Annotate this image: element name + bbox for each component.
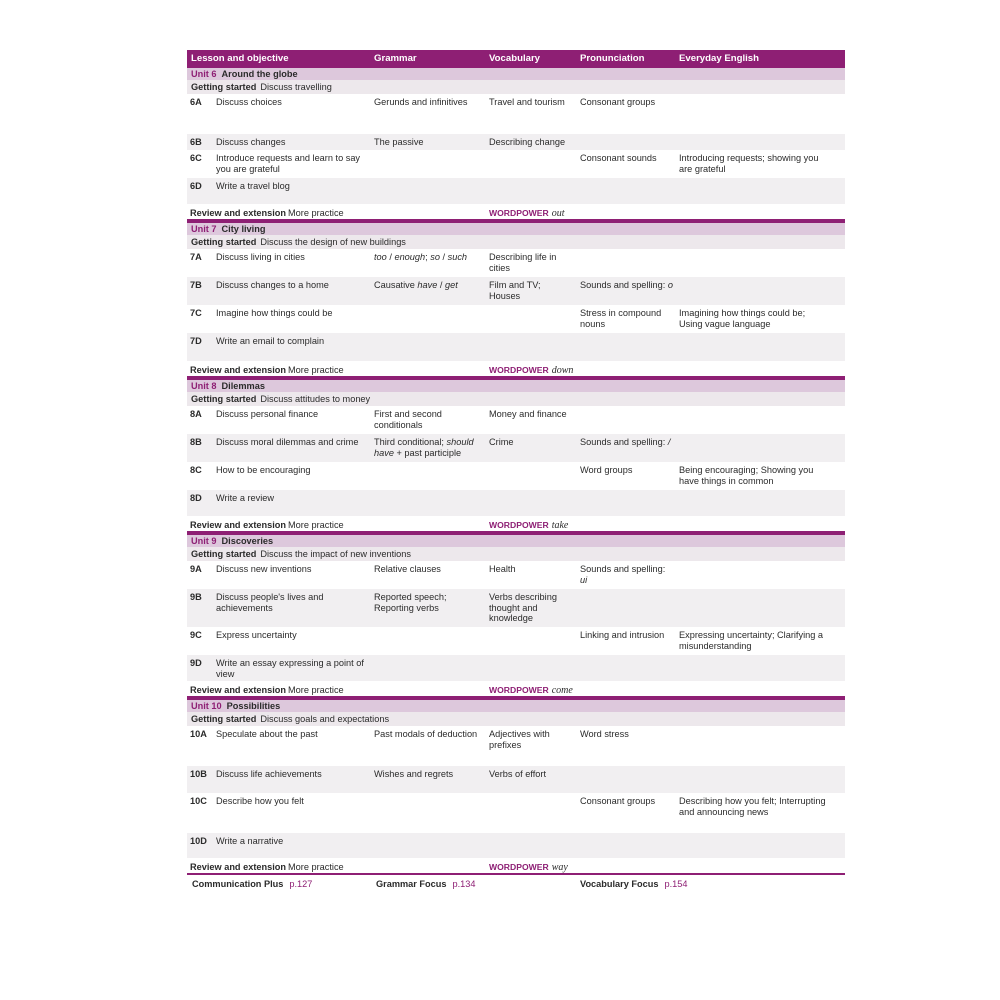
lesson-pronunciation: Word groups: [580, 465, 633, 475]
lesson-code: 6B: [190, 137, 202, 147]
unit-heading: [191, 69, 298, 80]
review-row: [187, 361, 845, 378]
lesson-vocabulary: Adjectives with prefixes: [489, 729, 550, 750]
review-row: [187, 516, 845, 533]
lesson-everyday-english: Describing how you felt; Interrupting and announcing news: [679, 796, 826, 817]
lesson-grammar: Causative have / get: [374, 280, 458, 290]
lesson-grammar: Past modals of deduction: [374, 729, 478, 739]
lesson-pronunciation: Sounds and spelling: /: [580, 437, 671, 447]
wordpower-label: WORDPOWER: [489, 685, 549, 695]
header-lesson: Lesson and objective: [191, 53, 289, 64]
lesson-objective: Discuss moral dilemmas and crime: [216, 437, 359, 447]
review-more-practice: More practice: [288, 520, 344, 530]
lesson-vocabulary: Verbs of effort: [489, 769, 547, 779]
grammar-focus-label: Grammar Focus: [376, 879, 447, 889]
unit-number: Unit 9: [191, 536, 217, 546]
unit-header: [187, 698, 845, 712]
lesson-objective: Discuss choices: [216, 97, 282, 107]
wordpower: [489, 685, 573, 697]
lesson-grammar: Relative clauses: [374, 564, 441, 574]
getting-started-objective: Discuss attitudes to money: [260, 394, 371, 404]
communication-plus-label: Communication Plus: [192, 879, 284, 889]
getting-started-row: [187, 80, 845, 94]
lesson-everyday-english: Expressing uncertainty; Clarifying a misunderstanding: [679, 630, 824, 651]
lesson-everyday-english: Introducing requests; showing you are grateful: [679, 153, 819, 174]
getting-started-label: Getting started: [191, 394, 257, 404]
getting-started-objective: Discuss travelling: [260, 82, 332, 92]
lesson-objective: How to be encouraging: [216, 465, 311, 475]
lesson-row: [187, 490, 845, 516]
lesson-code: 10B: [190, 769, 207, 779]
unit-title: Possibilities: [226, 701, 281, 711]
unit-heading: [191, 224, 265, 235]
getting-started-label: Getting started: [191, 82, 257, 92]
wordpower-word: out: [551, 208, 565, 219]
lesson-vocabulary: Verbs describing thought and knowledge: [489, 592, 557, 624]
wordpower-word: come: [551, 685, 573, 696]
unit-header: [187, 533, 845, 547]
getting-started-text: [191, 82, 332, 93]
getting-started-row: [187, 712, 845, 726]
lesson-vocabulary: Describing life in cities: [489, 252, 557, 273]
lesson-grammar: Third conditional; should have + past participle: [374, 437, 474, 458]
wordpower-word: way: [551, 862, 568, 873]
lesson-vocabulary: Describing change: [489, 137, 566, 147]
lesson-code: 8C: [190, 465, 202, 475]
lesson-code: 7D: [190, 336, 202, 346]
getting-started-label: Getting started: [191, 549, 257, 559]
review-row: [187, 858, 845, 875]
review-row: [187, 204, 845, 221]
lesson-row: [187, 655, 845, 681]
lesson-vocabulary: Health: [489, 564, 516, 574]
unit-heading: [191, 381, 265, 392]
lesson-row: [187, 333, 845, 361]
lesson-objective: Discuss life achievements: [216, 769, 322, 779]
review-label: Review and extension: [190, 685, 286, 695]
getting-started-objective: Discuss the design of new buildings: [260, 237, 406, 247]
lesson-grammar: too / enough; so / such: [374, 252, 468, 262]
review-label: Review and extension: [190, 208, 286, 218]
wordpower-word: down: [551, 365, 574, 376]
lesson-code: 7A: [190, 252, 202, 262]
lesson-code: 6D: [190, 181, 202, 191]
lesson-everyday-english: Imagining how things could be; Using vague language: [679, 308, 806, 329]
lesson-objective: Discuss living in cities: [216, 252, 305, 262]
getting-started-row: [187, 392, 845, 406]
lesson-row: [187, 434, 845, 462]
lesson-objective: Write a narrative: [216, 836, 284, 846]
lesson-row: [187, 277, 845, 305]
lesson-code: 10A: [190, 729, 207, 739]
lesson-row: [187, 766, 845, 793]
grammar-focus-page: p.134: [452, 879, 476, 889]
lesson-row: [187, 462, 845, 490]
lesson-code: 7B: [190, 280, 202, 290]
wordpower-label: WORDPOWER: [489, 520, 549, 530]
getting-started-objective: Discuss goals and expectations: [260, 714, 390, 724]
lesson-row: [187, 561, 845, 589]
unit-number: Unit 7: [191, 224, 217, 234]
review-label: Review and extension: [190, 520, 286, 530]
communication-plus-link[interactable]: [192, 879, 312, 890]
getting-started-text: [191, 714, 389, 725]
lesson-row: [187, 793, 845, 833]
unit-header: [187, 378, 845, 392]
lesson-row: [187, 833, 845, 858]
unit-number: Unit 10: [191, 701, 222, 711]
lesson-code: 8D: [190, 493, 202, 503]
lesson-objective: Discuss changes to a home: [216, 280, 329, 290]
lesson-objective: Speculate about the past: [216, 729, 318, 739]
lesson-code: 9D: [190, 658, 202, 668]
header-grammar: Grammar: [374, 53, 417, 64]
wordpower-label: WORDPOWER: [489, 208, 549, 218]
lesson-code: 8B: [190, 437, 202, 447]
lesson-code: 9B: [190, 592, 202, 602]
review-label: Review and extension: [190, 365, 286, 375]
wordpower-word: take: [551, 520, 569, 531]
header-vocabulary: Vocabulary: [489, 53, 541, 64]
lesson-objective: Write an essay expressing a point of view: [216, 658, 364, 679]
lesson-row: [187, 305, 845, 333]
lesson-objective: Describe how you felt: [216, 796, 304, 806]
lesson-row: [187, 726, 845, 766]
lesson-vocabulary: Crime: [489, 437, 514, 447]
lesson-pronunciation: Consonant sounds: [580, 153, 657, 163]
wordpower: [489, 520, 573, 532]
getting-started-label: Getting started: [191, 714, 257, 724]
lesson-pronunciation: Consonant groups: [580, 796, 656, 806]
getting-started-objective: Discuss the impact of new inventions: [260, 549, 411, 559]
lesson-row: [187, 94, 845, 134]
lesson-objective: Introduce requests and learn to say you are grateful: [216, 153, 361, 174]
getting-started-row: [187, 547, 845, 561]
lesson-objective: Discuss personal finance: [216, 409, 319, 419]
units-container: [187, 66, 845, 875]
unit-header: [187, 221, 845, 235]
table-header: [187, 50, 845, 66]
lesson-grammar: The passive: [374, 137, 424, 147]
getting-started-row: [187, 235, 845, 249]
lesson-objective: Write a travel blog: [216, 181, 290, 191]
review-more-practice: More practice: [288, 685, 344, 695]
unit-header: [187, 66, 845, 80]
lesson-pronunciation: Consonant groups: [580, 97, 656, 107]
footer-links: [187, 875, 845, 893]
getting-started-text: [191, 394, 370, 405]
getting-started-text: [191, 237, 406, 248]
lesson-grammar: Reported speech; Reporting verbs: [374, 592, 447, 613]
lesson-objective: Imagine how things could be: [216, 308, 333, 318]
review-more-practice: More practice: [288, 365, 344, 375]
vocabulary-focus-page: p.154: [664, 879, 688, 889]
review-more-practice: More practice: [288, 208, 344, 218]
lesson-row: [187, 406, 845, 434]
unit-title: Discoveries: [221, 536, 274, 546]
getting-started-label: Getting started: [191, 237, 257, 247]
lesson-row: [187, 178, 845, 204]
review-more-practice: More practice: [288, 862, 344, 872]
lesson-code: 6C: [190, 153, 202, 163]
lesson-row: [187, 627, 845, 655]
lesson-code: 9C: [190, 630, 202, 640]
lesson-row: [187, 150, 845, 178]
lesson-grammar: Wishes and regrets: [374, 769, 454, 779]
unit-number: Unit 6: [191, 69, 217, 79]
unit-title: City living: [221, 224, 266, 234]
header-pronunciation: Pronunciation: [580, 53, 645, 64]
lesson-pronunciation: Stress in compound nouns: [580, 308, 662, 329]
grammar-focus-link[interactable]: [376, 879, 475, 890]
getting-started-text: [191, 549, 411, 560]
vocabulary-focus-label: Vocabulary Focus: [580, 879, 659, 889]
lesson-code: 9A: [190, 564, 202, 574]
lesson-objective: Write an email to complain: [216, 336, 325, 346]
lesson-code: 10C: [190, 796, 207, 806]
unit-number: Unit 8: [191, 381, 217, 391]
lesson-vocabulary: Film and TV; Houses: [489, 280, 541, 301]
lesson-objective: Discuss new inventions: [216, 564, 312, 574]
unit-heading: [191, 701, 280, 712]
unit-title: Dilemmas: [221, 381, 265, 391]
lesson-pronunciation: Sounds and spelling: o: [580, 280, 673, 290]
lesson-objective: Express uncertainty: [216, 630, 297, 640]
wordpower-label: WORDPOWER: [489, 862, 549, 872]
review-row: [187, 681, 845, 698]
lesson-everyday-english: Being encouraging; Showing you have things in common: [679, 465, 814, 486]
lesson-vocabulary: Money and finance: [489, 409, 567, 419]
lesson-row: [187, 249, 845, 277]
lesson-code: 6A: [190, 97, 202, 107]
lesson-pronunciation: Sounds and spelling: ui: [580, 564, 666, 585]
lesson-grammar: First and second conditionals: [374, 409, 442, 430]
lesson-row: [187, 134, 845, 150]
communication-plus-page: p.127: [289, 879, 313, 889]
header-everyday-english: Everyday English: [679, 53, 759, 64]
unit-heading: [191, 536, 273, 547]
vocabulary-focus-link[interactable]: [580, 879, 687, 890]
review-label: Review and extension: [190, 862, 286, 872]
lesson-code: 7C: [190, 308, 202, 318]
lesson-row: [187, 589, 845, 627]
lesson-code: 10D: [190, 836, 207, 846]
unit-title: Around the globe: [221, 69, 298, 79]
lesson-grammar: Gerunds and infinitives: [374, 97, 468, 107]
lesson-objective: Discuss changes: [216, 137, 286, 147]
wordpower: [489, 208, 573, 220]
lesson-objective: Write a review: [216, 493, 275, 503]
wordpower-label: WORDPOWER: [489, 365, 549, 375]
wordpower: [489, 862, 573, 874]
lesson-objective: Discuss people's lives and achievements: [216, 592, 324, 613]
lesson-code: 8A: [190, 409, 202, 419]
lesson-vocabulary: Travel and tourism: [489, 97, 565, 107]
lesson-pronunciation: Word stress: [580, 729, 629, 739]
contents-table: [187, 50, 845, 893]
lesson-pronunciation: Linking and intrusion: [580, 630, 665, 640]
wordpower: [489, 365, 573, 377]
